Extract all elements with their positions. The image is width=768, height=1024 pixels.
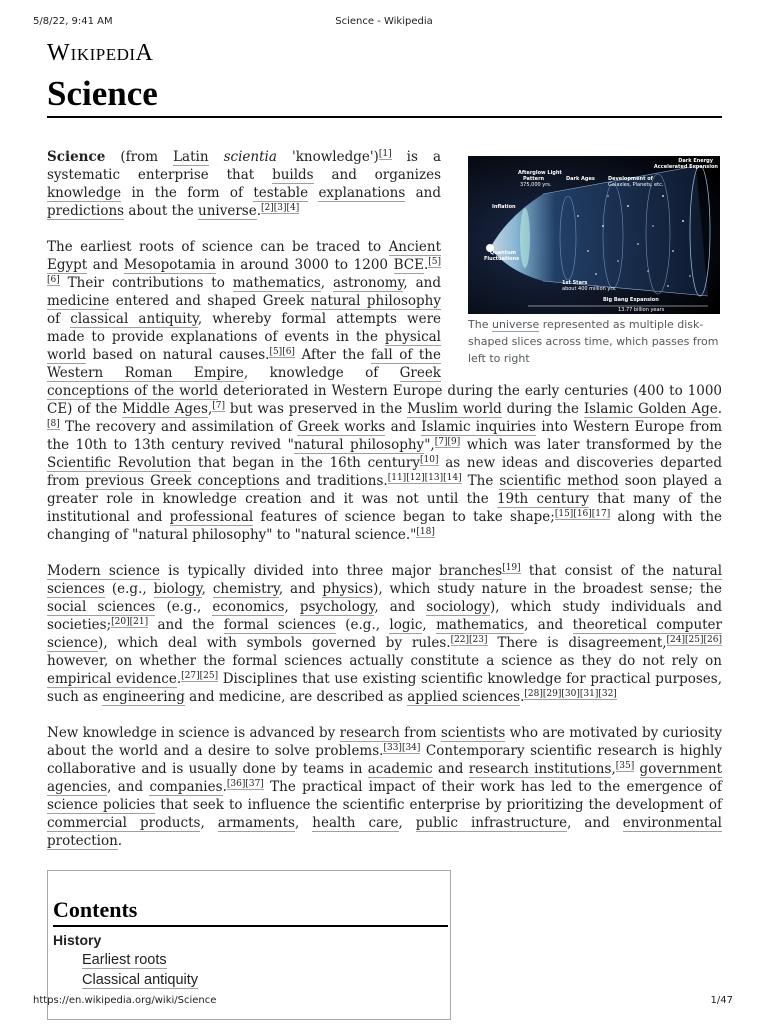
- toc-item-classical-antiquity[interactable]: Classical antiquity: [82, 972, 199, 988]
- caption-link-universe[interactable]: universe: [491, 318, 540, 331]
- print-timestamp: 5/8/22, 9:41 AM: [33, 16, 113, 27]
- lead-paragraph-2: The earliest roots of science can be traced to Ancient Egypt and Mesopotamia in around 3000 to 1200 BCE.[5][6] Their contributions to mathematics, astronomy, and medicine entered and shaped Greek natural philosophy of classical antiquity, whereby formal attempts were made to provide explanations of events in the physical world based on natural causes.[5][6] After the fall of the Western Roman Empire, knowledge of Greek conceptions of the world deteriorated in Western Europe during the early centuries (400 to 1000 CE) of the Middle Ages,[7] but was preserved in the Muslim world during the Islamic Golden Age.[8] The recovery and assimilation of Greek works and Islamic inquiries into Western Europe from the 10th to 13th century revived "natural philosophy",[7][9] which was later transformed by the Scientific Revolution that began in the 16th century[10] as new ideas and discoveries departed from previous Greek conceptions and traditions.[11][12][13][14] The scientific method soon played a greater role in knowledge creation and it was not until the 19th century that many of the institutional and professional features of science began to take shape;[15][16][17] along with the changing of "natural philosophy" to "natural science."[18]: [47, 239, 723, 543]
- toc-title: Contents: [53, 897, 138, 922]
- label-dark-ages: Dark Ages: [566, 176, 595, 182]
- label-development-1: Development of: [608, 176, 653, 182]
- print-page-title: Science - Wikipedia: [335, 16, 433, 27]
- lead-paragraph-3: Modern science is typically divided into three major branches[19] that consist of the natural sciences (e.g., biology, chemistry, and physics), which study nature in the broadest sense; the social sciences (e.g., economics, psychology, and sociology), which study individuals and societies;[20][21] and the formal sciences (e.g., logic, mathematics, and theoretical computer science), which deal with symbols governed by rules.[22][23] There is disagreement,[24][25][26] however, on whether the formal sciences actually constitute a science as they do not rely on empirical evidence.[27][25] Disciplines that use existing scientific knowledge for practical purposes, such as engineering and medicine, are described as applied sciences.[28][29][30][31][32]: [47, 562, 723, 705]
- article-body: [47, 148, 722, 868]
- logo-w: W: [47, 40, 71, 66]
- wikipedia-logo[interactable]: [47, 40, 154, 67]
- logo-middle: IKIPEDI: [70, 45, 136, 64]
- print-url: https://en.wikipedia.org/wiki/Science: [33, 995, 217, 1006]
- label-quantum-1: Quantum: [490, 250, 516, 256]
- toc-divider: [53, 925, 448, 927]
- label-first-stars-2: about 400 million yrs.: [562, 286, 617, 292]
- label-years: 13.77 billion years: [618, 307, 665, 313]
- label-afterglow-1: Afterglow Light: [518, 170, 562, 176]
- label-afterglow-2: Pattern: [523, 176, 545, 182]
- label-inflation: Inflation: [492, 204, 516, 210]
- page-title: Science: [47, 74, 158, 113]
- label-quantum-2: Fluctuations: [484, 256, 520, 262]
- label-big-bang: Big Bang Expansion: [603, 297, 659, 303]
- label-dark-energy: Dark Energy: [678, 158, 713, 164]
- universe-timeline-image[interactable]: [468, 156, 720, 314]
- label-first-stars-1: 1st Stars: [562, 280, 588, 286]
- label-development-2: Galaxies, Planets, etc.: [608, 182, 664, 188]
- title-divider: [47, 116, 722, 118]
- print-page-counter: 1/47: [710, 995, 733, 1006]
- toc-heading-history[interactable]: History: [53, 932, 102, 948]
- figure-caption: The universe represented as multiple disk-shaped slices across time, which passes from left to right: [468, 318, 719, 365]
- infobox-figure: [468, 156, 722, 367]
- lead-paragraph-1: Science (from Latin scientia 'knowledge')[1] is a systematic enterprise that builds and organizes knowledge in the form of testable explanations and predictions about the universe.[2][3][4]: [47, 148, 442, 219]
- logo-a: A: [135, 40, 154, 66]
- lead-paragraph-4: New knowledge in science is advanced by research from scientists who are motivated by curiosity about the world and a desire to solve problems.[33][34] Contemporary scientific research is highly collaborative and is usually done by teams in academic and research institutions,[35] government agencies, and companies.[36][37] The practical impact of their work has led to the emergence of science policies that seek to influence the scientific enterprise by prioritizing the development of commercial products, armaments, health care, public infrastructure, and environmental protection.: [47, 725, 722, 849]
- label-accelerated: Accelerated Expansion: [653, 164, 718, 170]
- label-afterglow-3: 375,000 yrs.: [520, 182, 552, 188]
- toc-item-earliest-roots[interactable]: Earliest roots: [82, 952, 167, 968]
